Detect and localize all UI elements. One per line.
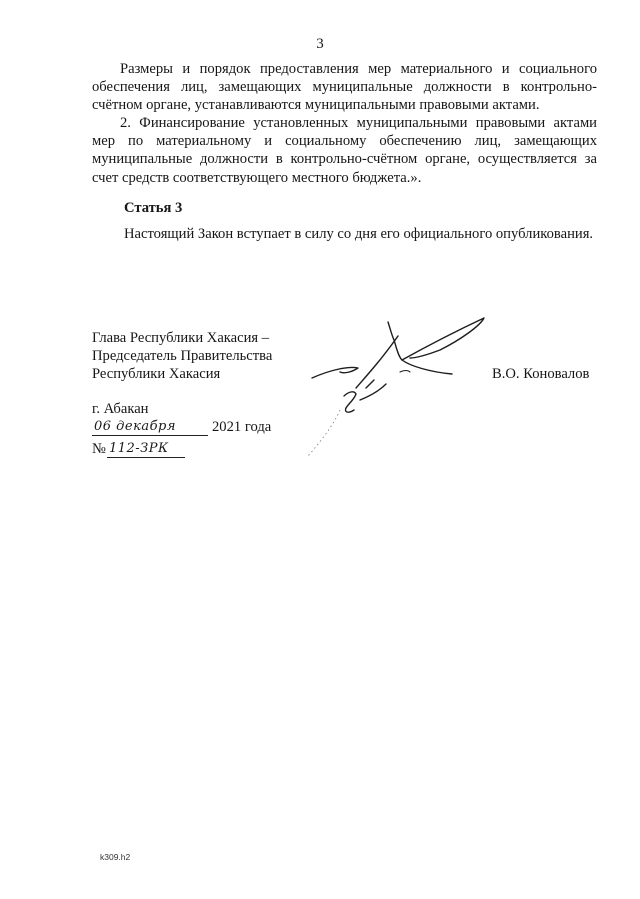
place-of-signing: г. Абакан	[92, 401, 149, 417]
number-sign: №	[92, 441, 106, 457]
number-blank	[107, 440, 185, 458]
document-code: k309.h2	[100, 852, 131, 862]
signatory-title	[92, 329, 272, 384]
handwritten-date: 06 декабря	[94, 419, 176, 434]
date-blank	[92, 418, 208, 436]
signatory-title-line-1: Глава Республики Хакасия –	[92, 330, 270, 346]
handwritten-law-number: 112-ЗРК	[108, 441, 169, 456]
article-text: Настоящий Закон вступает в силу со дня его официального опубликования.	[124, 226, 594, 242]
signatory-title-line-3: Республики Хакасия	[92, 366, 221, 383]
date-year: 2021 года	[212, 419, 272, 435]
paragraph-measures: Размеры и порядок предоставления мер материального и социального обеспечения лиц, замещающих муниципальные должности в контрольно-счётном органе, устанавливаются муниципальными правовыми актами.	[92, 61, 597, 114]
page-number: 3	[316, 36, 324, 52]
signatory-name: В.О. Коновалов	[492, 366, 590, 382]
law-number-line	[92, 440, 185, 458]
paragraph-financing: 2. Финансирование установленных муниципальными правовыми актами мер по материальному и социальному обеспечению лиц, замещающих муниципальные должности в контрольно-счётном органе, осуществляется за счет средств соответствующего местного бюджета.».	[92, 115, 597, 186]
amendment-text	[92, 60, 597, 187]
date-line	[92, 418, 271, 436]
handwritten-signature	[300, 300, 500, 460]
article-heading: Статья 3	[124, 200, 183, 216]
signatory-title-line-2: Председатель Правительства	[92, 348, 273, 365]
